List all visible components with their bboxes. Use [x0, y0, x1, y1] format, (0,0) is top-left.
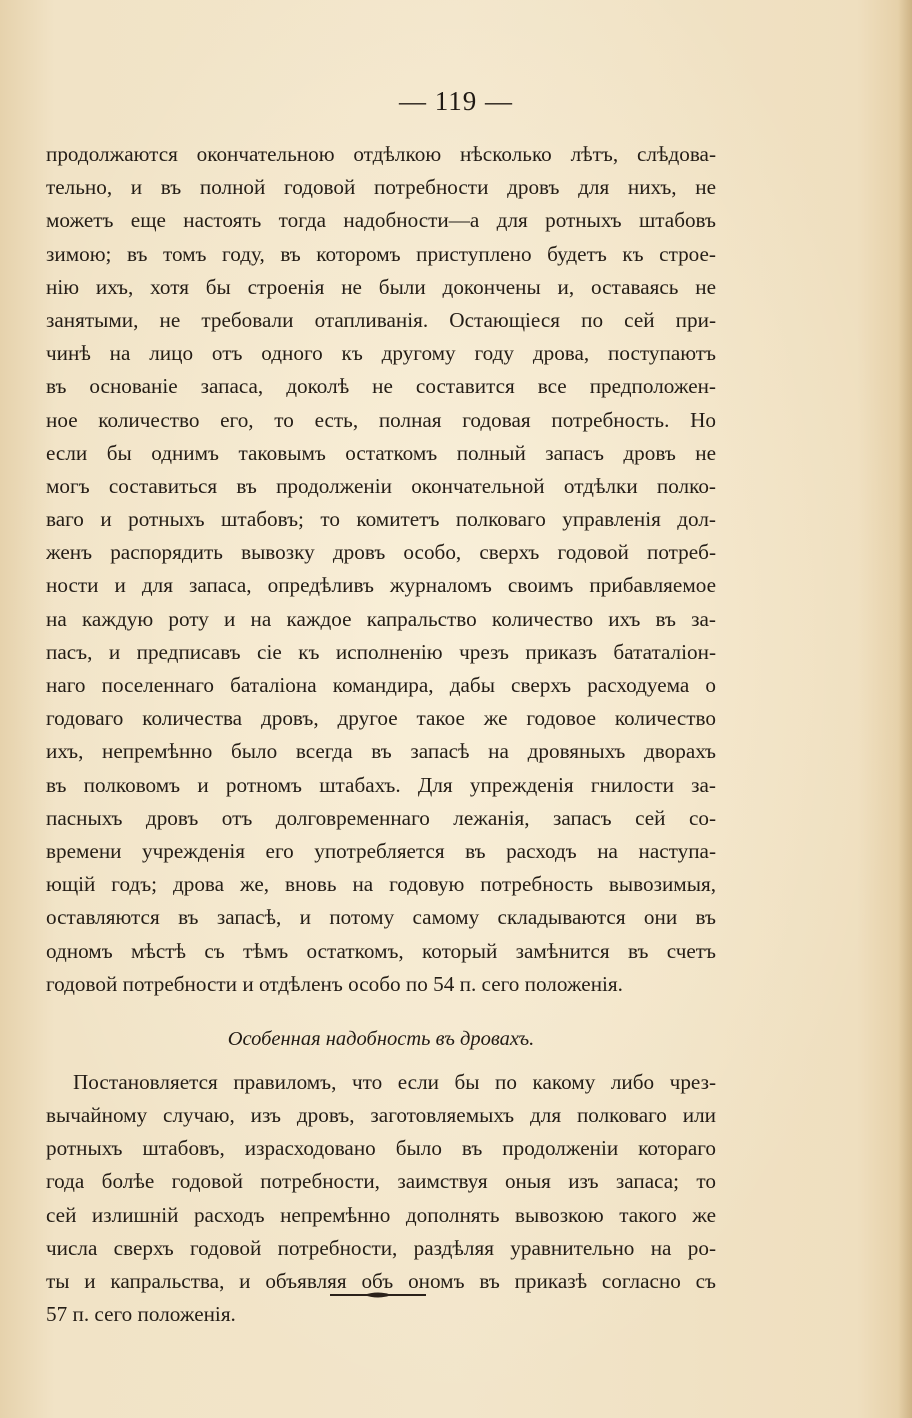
text-line: нію ихъ, хотя бы строенія не были докончены и, оставаясь не [46, 274, 716, 299]
text-line: въ полковомъ и ротномъ штабахъ. Для упрежденія гнилости за- [46, 772, 716, 797]
text-line: чинѣ на лицо отъ одного къ другому году дрова, поступаютъ [46, 341, 716, 366]
text-line: наго поселеннаго баталіона командира, дабы сверхъ расходуема о [46, 673, 716, 697]
text-line: пасъ, и предписавъ сіе къ исполненію чрезъ приказъ бататаліон- [46, 639, 716, 664]
text-line: оставляются въ запасѣ, и потому самому складываются они въ [46, 905, 716, 930]
text-line: вычайному случаю, изъ дровъ, заготовляемыхъ для полковаго или [46, 1103, 716, 1128]
text-line: ное количество его, то есть, полная годовая потребность. Но [46, 407, 716, 432]
text-line: числа сверхъ годовой потребности, раздѣляя уравнительно на ро- [46, 1235, 716, 1260]
text-line: тельно, и въ полной годовой потребности дровъ для нихъ, не [46, 175, 716, 200]
text-line: если бы однимъ таковымъ остаткомъ полный запасъ дровъ не [46, 440, 716, 465]
text-line: ты и капральства, и объявляя объ ономъ въ приказѣ согласно съ [46, 1269, 716, 1293]
text-line: могъ составиться въ продолженіи окончательной отдѣлки полко- [46, 473, 716, 498]
text-line: продолжаются окончательною отдѣлкою нѣсколько лѣтъ, слѣдова- [46, 142, 716, 166]
paragraph-1 [46, 138, 716, 1001]
section-heading: Особенная надобность въ дровахъ. [227, 1027, 535, 1050]
text-line: Постановляется правиломъ, что если бы по какому либо чрез- [73, 1069, 716, 1094]
text-line: ности и для запаса, опредѣливъ журналомъ своимъ прибавляемое [46, 573, 716, 598]
text-line: зимою; въ томъ году, въ которомъ приступлено будетъ къ строе- [46, 241, 716, 266]
text-line: ротныхъ штабовъ, израсходовано было въ продолженіи котораго [46, 1136, 716, 1161]
text-line: времени учрежденія его употребляется въ расходъ на наступа- [46, 838, 716, 863]
text-line: ющій годъ; дрова же, вновь на годовую потребность вывозимыя, [46, 872, 716, 897]
text-line: женъ распорядить вывозку дровъ особо, сверхъ годовой потреб- [46, 540, 716, 565]
text-line: года болѣе годовой потребности, заимствуя оныя изъ запаса; то [46, 1169, 716, 1194]
text-line: можетъ еще настоять тогда надобности—а для ротныхъ штабовъ [46, 208, 716, 233]
text-line: годовой потребности и отдѣленъ особо по 54 п. сего положенія. [46, 971, 623, 996]
page-number: — 119 — [399, 86, 513, 116]
text-line: ваго и ротныхъ штабовъ; то комитетъ полковаго управленія дол- [46, 507, 716, 532]
text-line: 57 п. сего положенія. [46, 1302, 236, 1327]
text-line: на каждую роту и на каждое капральство количество ихъ въ за- [46, 606, 716, 631]
body-text [46, 138, 716, 1331]
text-line: сей излишній расходъ непремѣнно дополнять вывозкою такого же [46, 1202, 716, 1227]
end-ornament [330, 1290, 426, 1300]
text-line: ихъ, непремѣнно было всегда въ запасѣ на дровяныхъ дворахъ [46, 739, 716, 764]
text-line: въ основаніе запаса, доколѣ не составится все предположен- [46, 374, 716, 399]
text-line: одномъ мѣстѣ съ тѣмъ остаткомъ, который замѣнится въ счетъ [46, 938, 716, 963]
page-edge-shadow [898, 0, 912, 1418]
text-line: годоваго количества дровъ, другое такое же годовое количество [46, 706, 716, 731]
text-line: пасныхъ дровъ отъ долговременнаго лежанія, запасъ сей со- [46, 805, 716, 830]
text-line: занятыми, не требовали отапливанія. Остающіеся по сей при- [46, 307, 716, 332]
